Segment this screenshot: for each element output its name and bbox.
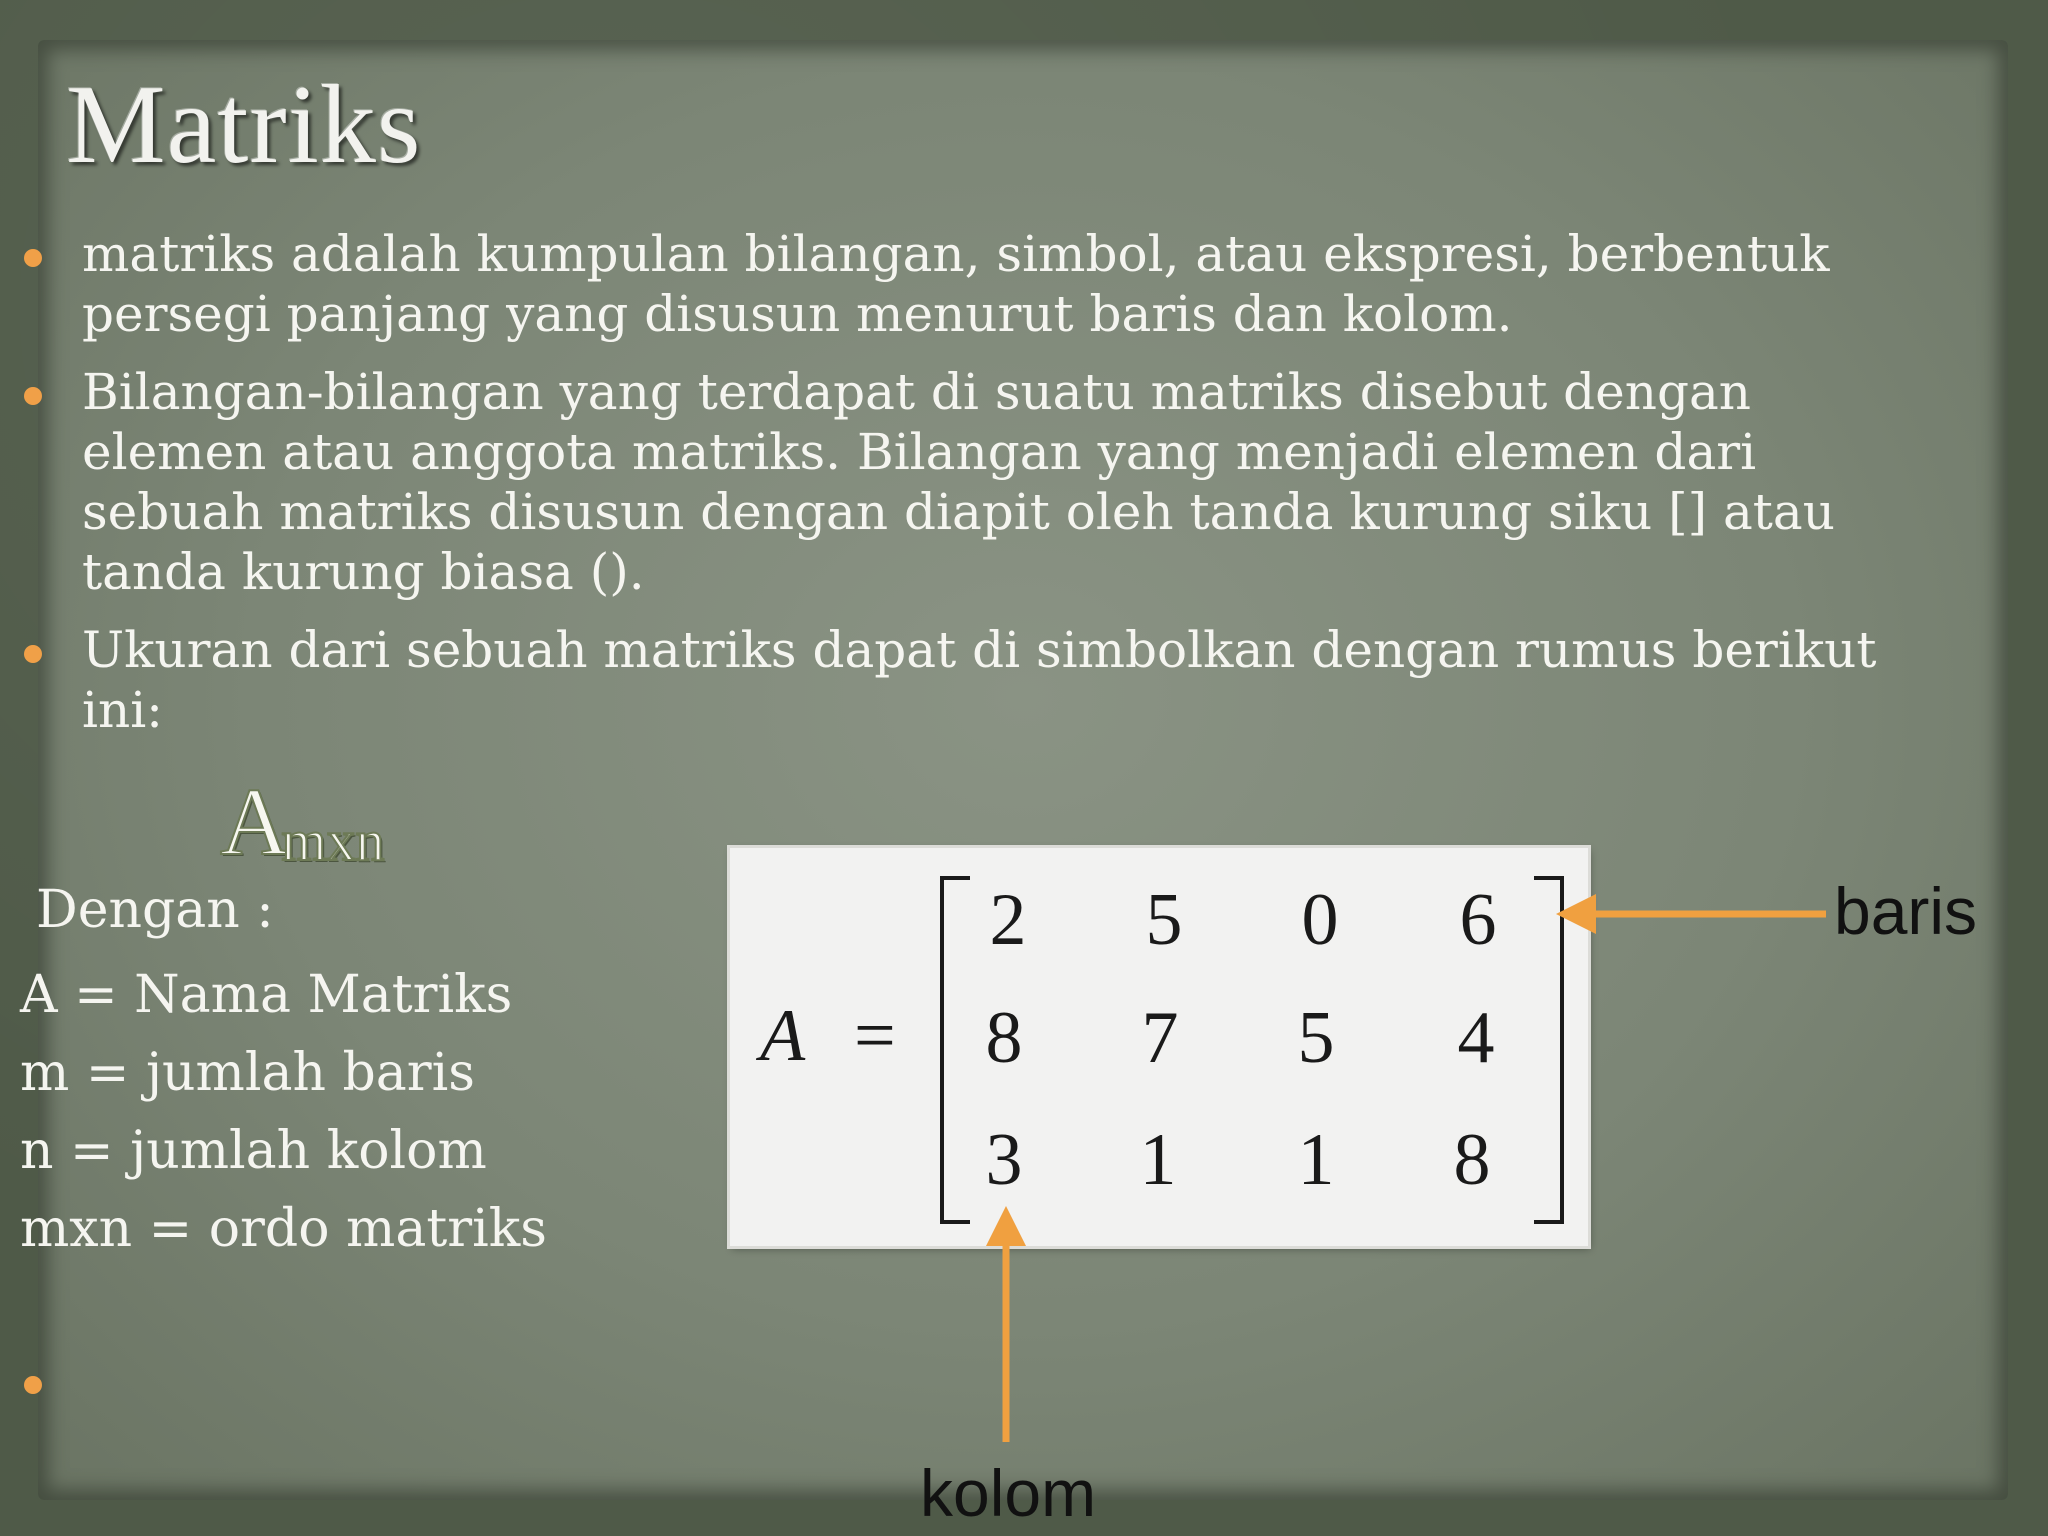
matrix-example xyxy=(730,848,1588,1246)
definition-item: A = Nama Matriks xyxy=(20,965,513,1025)
bullet-dot-icon xyxy=(24,645,42,663)
formula-base: A xyxy=(220,768,290,875)
matrix-cell: 8 xyxy=(985,997,1023,1079)
definition-item: mxn = ordo matriks xyxy=(20,1199,547,1259)
definition-item: n = jumlah kolom xyxy=(20,1121,487,1181)
bullet-item xyxy=(18,224,1918,344)
bullet-item xyxy=(18,362,1918,602)
right-bracket xyxy=(1534,876,1564,1224)
formula-subscript: mxn xyxy=(281,808,385,873)
matrix-cell: 5 xyxy=(1297,997,1335,1079)
dengan-label: Dengan : xyxy=(36,880,274,940)
row-label: baris xyxy=(1834,874,1978,948)
matrix-cell: 5 xyxy=(1145,879,1183,961)
bullet-text: matriks adalah kumpulan bilangan, simbol, atau ekspresi, berbentuk persegi panjang yang disusun menurut baris dan kolom. xyxy=(82,225,1830,343)
definition-list xyxy=(20,956,547,1268)
matrix-name: A xyxy=(760,995,806,1077)
bullet-text: Bilangan-bilangan yang terdapat di suatu matriks disebut dengan elemen atau anggota matriks. Bilangan yang menjadi elemen dari sebuah matriks disusun dengan diapit oleh tanda kurung siku [] atau tanda kurung biasa (). xyxy=(82,363,1835,601)
column-label: kolom xyxy=(920,1456,1097,1530)
slide-title: Matriks xyxy=(66,63,422,187)
bullet-list xyxy=(18,224,1918,758)
matrix-size-formula xyxy=(220,768,385,884)
bullet-dot-icon xyxy=(24,387,42,405)
bullet-item xyxy=(18,620,1918,740)
matrix-cell: 2 xyxy=(989,879,1027,961)
matrix-equals: = xyxy=(854,995,896,1077)
matrix-cell: 6 xyxy=(1459,879,1497,961)
definition-item: m = jumlah baris xyxy=(20,1043,475,1103)
matrix-cell: 8 xyxy=(1453,1119,1491,1201)
bullet-text: Ukuran dari sebuah matriks dapat di simbolkan dengan rumus berikut ini: xyxy=(82,621,1877,739)
matrix-cell: 0 xyxy=(1301,879,1339,961)
matrix-cell: 3 xyxy=(985,1119,1023,1201)
empty-bullet-dot-icon xyxy=(24,1376,42,1394)
matrix-cell: 1 xyxy=(1297,1119,1335,1201)
matrix-cell: 7 xyxy=(1141,997,1179,1079)
matrix-cell: 4 xyxy=(1457,997,1495,1079)
matrix-cell: 1 xyxy=(1139,1119,1177,1201)
bullet-dot-icon xyxy=(24,249,42,267)
